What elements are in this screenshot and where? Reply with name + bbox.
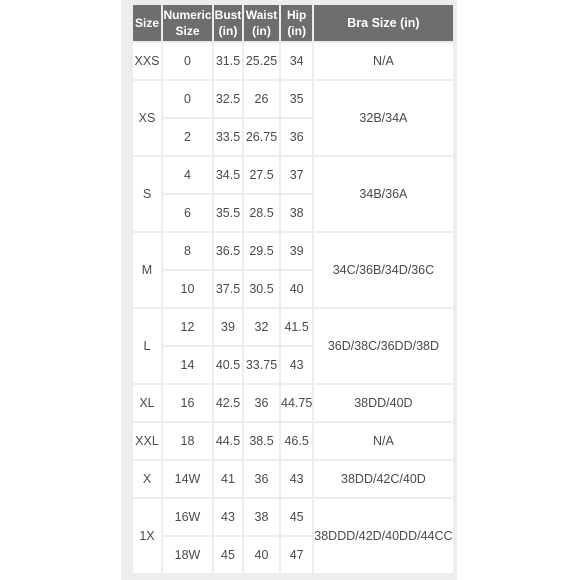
size-label-cell: XXS xyxy=(133,43,161,79)
header-bust: Bust (in) xyxy=(214,5,242,41)
hip-cell: 47 xyxy=(281,537,312,573)
bust-cell: 31.5 xyxy=(214,43,242,79)
hip-cell: 37 xyxy=(281,157,312,193)
hip-cell: 46.5 xyxy=(281,423,312,459)
hip-cell: 43 xyxy=(281,461,312,497)
hip-cell: 36 xyxy=(281,119,312,155)
bust-cell: 42.5 xyxy=(214,385,242,421)
bra-size-cell: 34C/36B/34D/36C xyxy=(314,233,452,307)
hip-cell: 41.5 xyxy=(281,309,312,345)
waist-cell: 28.5 xyxy=(244,195,279,231)
waist-cell: 36 xyxy=(244,385,279,421)
bust-cell: 39 xyxy=(214,309,242,345)
bra-size-cell: N/A xyxy=(314,43,452,79)
waist-cell: 38.5 xyxy=(244,423,279,459)
waist-cell: 40 xyxy=(244,537,279,573)
table-row xyxy=(133,81,453,117)
numeric-size-cell: 18W xyxy=(163,537,212,573)
header-bra-size: Bra Size (in) xyxy=(314,5,452,41)
table-row xyxy=(133,385,453,421)
bra-size-cell: 38DD/42C/40D xyxy=(314,461,452,497)
waist-cell: 33.75 xyxy=(244,347,279,383)
bust-cell: 32.5 xyxy=(214,81,242,117)
size-label-cell: X xyxy=(133,461,161,497)
numeric-size-cell: 16 xyxy=(163,385,212,421)
hip-cell: 45 xyxy=(281,499,312,535)
bust-cell: 36.5 xyxy=(214,233,242,269)
hip-cell: 35 xyxy=(281,81,312,117)
waist-cell: 25.25 xyxy=(244,43,279,79)
bust-cell: 41 xyxy=(214,461,242,497)
bra-size-cell: 32B/34A xyxy=(314,81,452,155)
table-row xyxy=(133,461,453,497)
waist-cell: 27.5 xyxy=(244,157,279,193)
hip-cell: 44.75 xyxy=(281,385,312,421)
numeric-size-cell: 14W xyxy=(163,461,212,497)
table-row xyxy=(133,309,453,345)
bust-cell: 35.5 xyxy=(214,195,242,231)
table-row xyxy=(133,423,453,459)
header-size: Size xyxy=(133,5,161,41)
numeric-size-cell: 8 xyxy=(163,233,212,269)
size-label-cell: XL xyxy=(133,385,161,421)
numeric-size-cell: 12 xyxy=(163,309,212,345)
hip-cell: 39 xyxy=(281,233,312,269)
size-label-cell: XXL xyxy=(133,423,161,459)
header-hip: Hip (in) xyxy=(281,5,312,41)
bra-size-cell: N/A xyxy=(314,423,452,459)
header-row xyxy=(133,5,453,41)
size-label-cell: M xyxy=(133,233,161,307)
waist-cell: 26.75 xyxy=(244,119,279,155)
bust-cell: 37.5 xyxy=(214,271,242,307)
bra-size-cell: 38DD/40D xyxy=(314,385,452,421)
bust-cell: 34.5 xyxy=(214,157,242,193)
waist-cell: 32 xyxy=(244,309,279,345)
hip-cell: 40 xyxy=(281,271,312,307)
numeric-size-cell: 0 xyxy=(163,81,212,117)
bust-cell: 44.5 xyxy=(214,423,242,459)
bra-size-cell: 36D/38C/36DD/38D xyxy=(314,309,452,383)
size-label-cell: XS xyxy=(133,81,161,155)
table-row xyxy=(133,157,453,193)
hip-cell: 43 xyxy=(281,347,312,383)
numeric-size-cell: 0 xyxy=(163,43,212,79)
size-label-cell: 1X xyxy=(133,499,161,573)
waist-cell: 30.5 xyxy=(244,271,279,307)
table-row xyxy=(133,43,453,79)
table-row xyxy=(133,499,453,535)
bust-cell: 43 xyxy=(214,499,242,535)
table-row xyxy=(133,233,453,269)
bust-cell: 45 xyxy=(214,537,242,573)
numeric-size-cell: 18 xyxy=(163,423,212,459)
bust-cell: 40.5 xyxy=(214,347,242,383)
numeric-size-cell: 6 xyxy=(163,195,212,231)
bra-size-cell: 34B/36A xyxy=(314,157,452,231)
waist-cell: 38 xyxy=(244,499,279,535)
numeric-size-cell: 2 xyxy=(163,119,212,155)
size-label-cell: L xyxy=(133,309,161,383)
hip-cell: 34 xyxy=(281,43,312,79)
size-chart-table xyxy=(131,3,455,575)
bra-size-cell: 38DDD/42D/40DD/44CC xyxy=(314,499,452,573)
numeric-size-cell: 14 xyxy=(163,347,212,383)
header-waist: Waist (in) xyxy=(244,5,279,41)
waist-cell: 36 xyxy=(244,461,279,497)
numeric-size-cell: 4 xyxy=(163,157,212,193)
size-label-cell: S xyxy=(133,157,161,231)
waist-cell: 29.5 xyxy=(244,233,279,269)
numeric-size-cell: 16W xyxy=(163,499,212,535)
waist-cell: 26 xyxy=(244,81,279,117)
hip-cell: 38 xyxy=(281,195,312,231)
bust-cell: 33.5 xyxy=(214,119,242,155)
size-chart-body xyxy=(133,43,453,573)
numeric-size-cell: 10 xyxy=(163,271,212,307)
header-numeric-size: Numeric Size xyxy=(163,5,212,41)
